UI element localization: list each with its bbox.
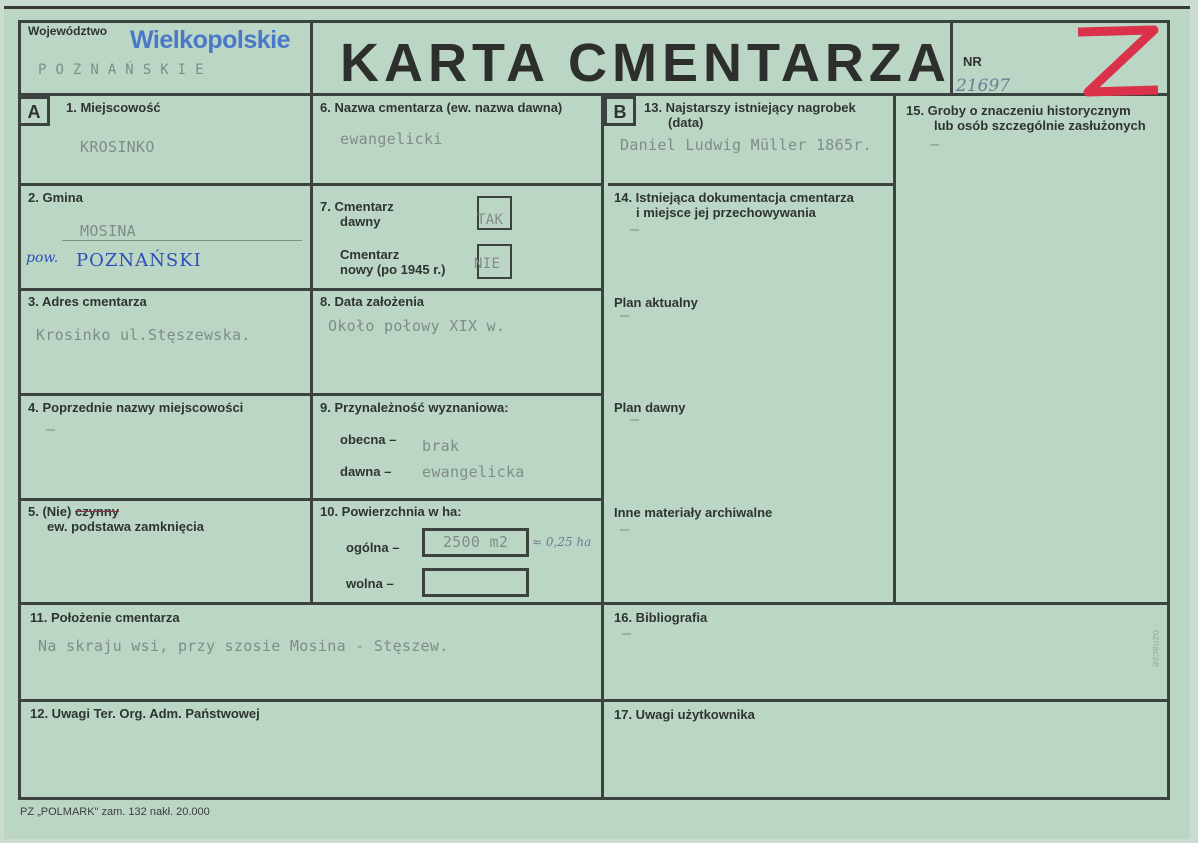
f10-total-label: ogólna – [346, 540, 400, 555]
f2-label: 2. Gmina [28, 190, 83, 205]
printer-footer: PZ „POLMARK" zam. 132 nakł. 20.000 [20, 806, 210, 818]
f13-label: 13. Najstarszy istniejący nagrobek (data) [644, 100, 856, 130]
f5-label-struck: czynny [74, 504, 120, 519]
divider [18, 288, 604, 291]
f1-label: 1. Miejscowość [66, 100, 161, 115]
f13-value: Daniel Ludwig Müller 1865r. [620, 136, 872, 154]
f10-total-note: ≈ 0,25 ha [532, 535, 592, 549]
f2-pow-value: POZNAŃSKI [76, 250, 202, 271]
wojewodztwo-label: Województwo [28, 24, 108, 38]
nr-value: 21697 [956, 76, 1011, 96]
f16-label: 16. Bibliografia [614, 610, 708, 625]
wojewodztwo-typed: P O Z N A Ń S K I E [38, 62, 204, 78]
f14-label: 14. Istniejąca dokumentacja cmentarza i miejsce jej przechowywania [614, 190, 854, 220]
page-title: KARTA CMENTARZA [340, 33, 951, 93]
f10-total-field[interactable] [422, 528, 529, 557]
section-a-marker: A [18, 96, 50, 126]
wojewodztwo-stamp: Wielkopolskie [130, 26, 290, 54]
f9-current-label: obecna – [340, 432, 397, 447]
f2-value: MOSINA [80, 222, 136, 240]
f5-label [28, 504, 204, 534]
side-print: oznacze [1150, 630, 1161, 668]
f10-total-value: 2500 m2 [442, 533, 509, 551]
f2-pow-prefix: pow. [26, 250, 59, 266]
f15-value: – [930, 135, 940, 153]
f5-label-prefix: 5. (Nie) [28, 504, 72, 519]
plan-current-label: Plan aktualny [614, 295, 698, 310]
underline [62, 240, 302, 241]
divider [18, 602, 1170, 605]
f7-old-label: 7. Cmentarz dawny [320, 199, 394, 229]
divider [608, 183, 896, 186]
f17-label: 17. Uwagi użytkownika [614, 707, 755, 722]
divider [601, 93, 604, 800]
f1-value: KROSINKO [80, 138, 155, 156]
plan-current-value: – [620, 306, 630, 324]
f9-label: 9. Przynależność wyznaniowa: [320, 400, 509, 415]
f12-label: 12. Uwagi Ter. Org. Adm. Państwowej [30, 706, 260, 721]
f8-label: 8. Data założenia [320, 294, 425, 309]
red-z-mark [1070, 20, 1165, 100]
other-value: – [620, 520, 630, 538]
f10-label: 10. Powierzchnia w ha: [320, 504, 462, 519]
f6-label: 6. Nazwa cmentarza (ew. nazwa dawna) [320, 100, 563, 115]
divider [18, 183, 604, 186]
f7-old-value: TAK [477, 212, 504, 228]
f16-value: – [622, 624, 632, 642]
f9-former-value: ewangelicka [422, 463, 525, 481]
nr-label: NR [963, 54, 982, 69]
f11-value: Na skraju wsi, przy szosie Mosina - Stęszew. [38, 637, 449, 655]
other-label: Inne materiały archiwalne [614, 505, 773, 520]
f9-current-value: brak [422, 437, 460, 455]
f6-value: ewangelicki [340, 130, 443, 148]
divider [18, 699, 1170, 702]
f8-value: Około połowy XIX w. [328, 317, 506, 335]
f14-value: – [630, 220, 640, 238]
f10-free-field[interactable] [422, 568, 529, 597]
f3-label: 3. Adres cmentarza [28, 294, 147, 309]
f9-former-label: dawna – [340, 464, 392, 479]
f10-free-label: wolna – [346, 576, 394, 591]
divider [893, 93, 896, 604]
f4-label: 4. Poprzednie nazwy miejscowości [28, 400, 244, 415]
plan-old-value: – [630, 410, 640, 428]
f7-new-value: NIE [474, 256, 501, 272]
f5-label-line2: ew. podstawa zamknięcia [47, 519, 205, 534]
divider [310, 20, 313, 604]
divider [18, 498, 604, 501]
f11-label: 11. Położenie cmentarza [30, 610, 180, 625]
f3-value: Krosinko ul.Stęszewska. [36, 326, 251, 344]
f4-value: – [46, 420, 56, 438]
f7-new-label: Cmentarz nowy (po 1945 r.) [340, 247, 446, 277]
section-b-marker: B [604, 96, 636, 126]
f15-label: 15. Groby o znaczeniu historycznym lub osób szczególnie zasłużonych [906, 103, 1146, 133]
plan-old-label: Plan dawny [614, 400, 686, 415]
divider [18, 393, 604, 396]
